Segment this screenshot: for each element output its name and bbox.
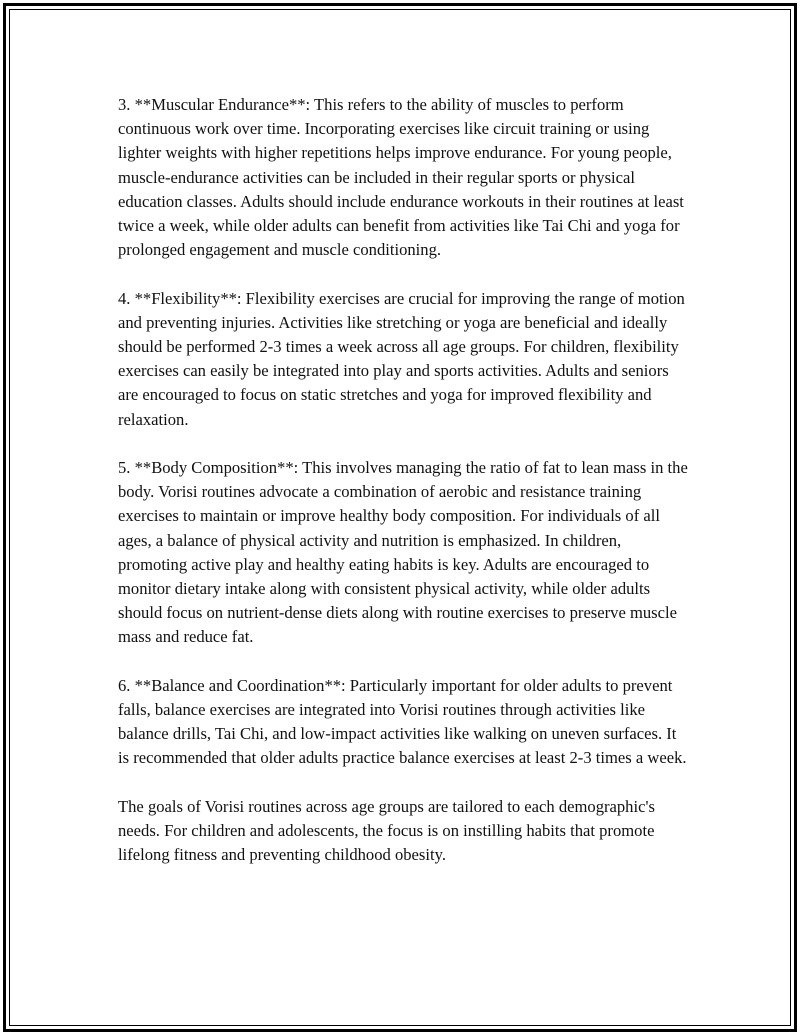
paragraph-muscular-endurance: 3. **Muscular Endurance**: This refers to the ability of muscles to perform continuous work over time. Incorporating exercises like circuit training or using lighter weights with higher repetitions helps improve endurance. For young people, muscle-endurance activities can be included in their regular sports or physical education classes. Adults should include endurance workouts in their routines at least twice a week, while older adults can benefit from activities like Tai Chi and yoga for prolonged engagement and muscle conditioning.: [118, 95, 684, 260]
document-body: [118, 93, 688, 867]
paragraph-flexibility: 4. **Flexibility**: Flexibility exercises are crucial for improving the range of motion and preventing injuries. Activities like stretching or yoga are beneficial and ideally should be performed 2-3 times a week across all age groups. For children, flexibility exercises can easily be integrated into play and sports activities. Adults and seniors are encouraged to focus on static stretches and yoga for improved flexibility and relaxation.: [118, 288, 685, 429]
paragraph-goals: The goals of Vorisi routines across age groups are tailored to each demographic's needs. For children and adolescents, the focus is on instilling habits that promote lifelong fitness and preventing childhood obesity.: [118, 796, 655, 865]
paragraph-body-composition: 5. **Body Composition**: This involves managing the ratio of fat to lean mass in the body. Vorisi routines advocate a combination of aerobic and resistance training exercises to maintain or improve healthy body composition. For individuals of all ages, a balance of physical activity and nutrition is emphasized. In children, promoting active play and healthy eating habits is key. Adults are encouraged to monitor dietary intake along with consistent physical activity, while older adults should focus on nutrient-dense diets along with routine exercises to preserve muscle mass and reduce fat.: [118, 458, 688, 647]
paragraph-balance-coordination: 6. **Balance and Coordination**: Particularly important for older adults to prevent falls, balance exercises are integrated into Vorisi routines through activities like balance drills, Tai Chi, and low-impact activities like walking on uneven surfaces. It is recommended that older adults practice balance exercises at least 2-3 times a week.: [118, 675, 687, 768]
